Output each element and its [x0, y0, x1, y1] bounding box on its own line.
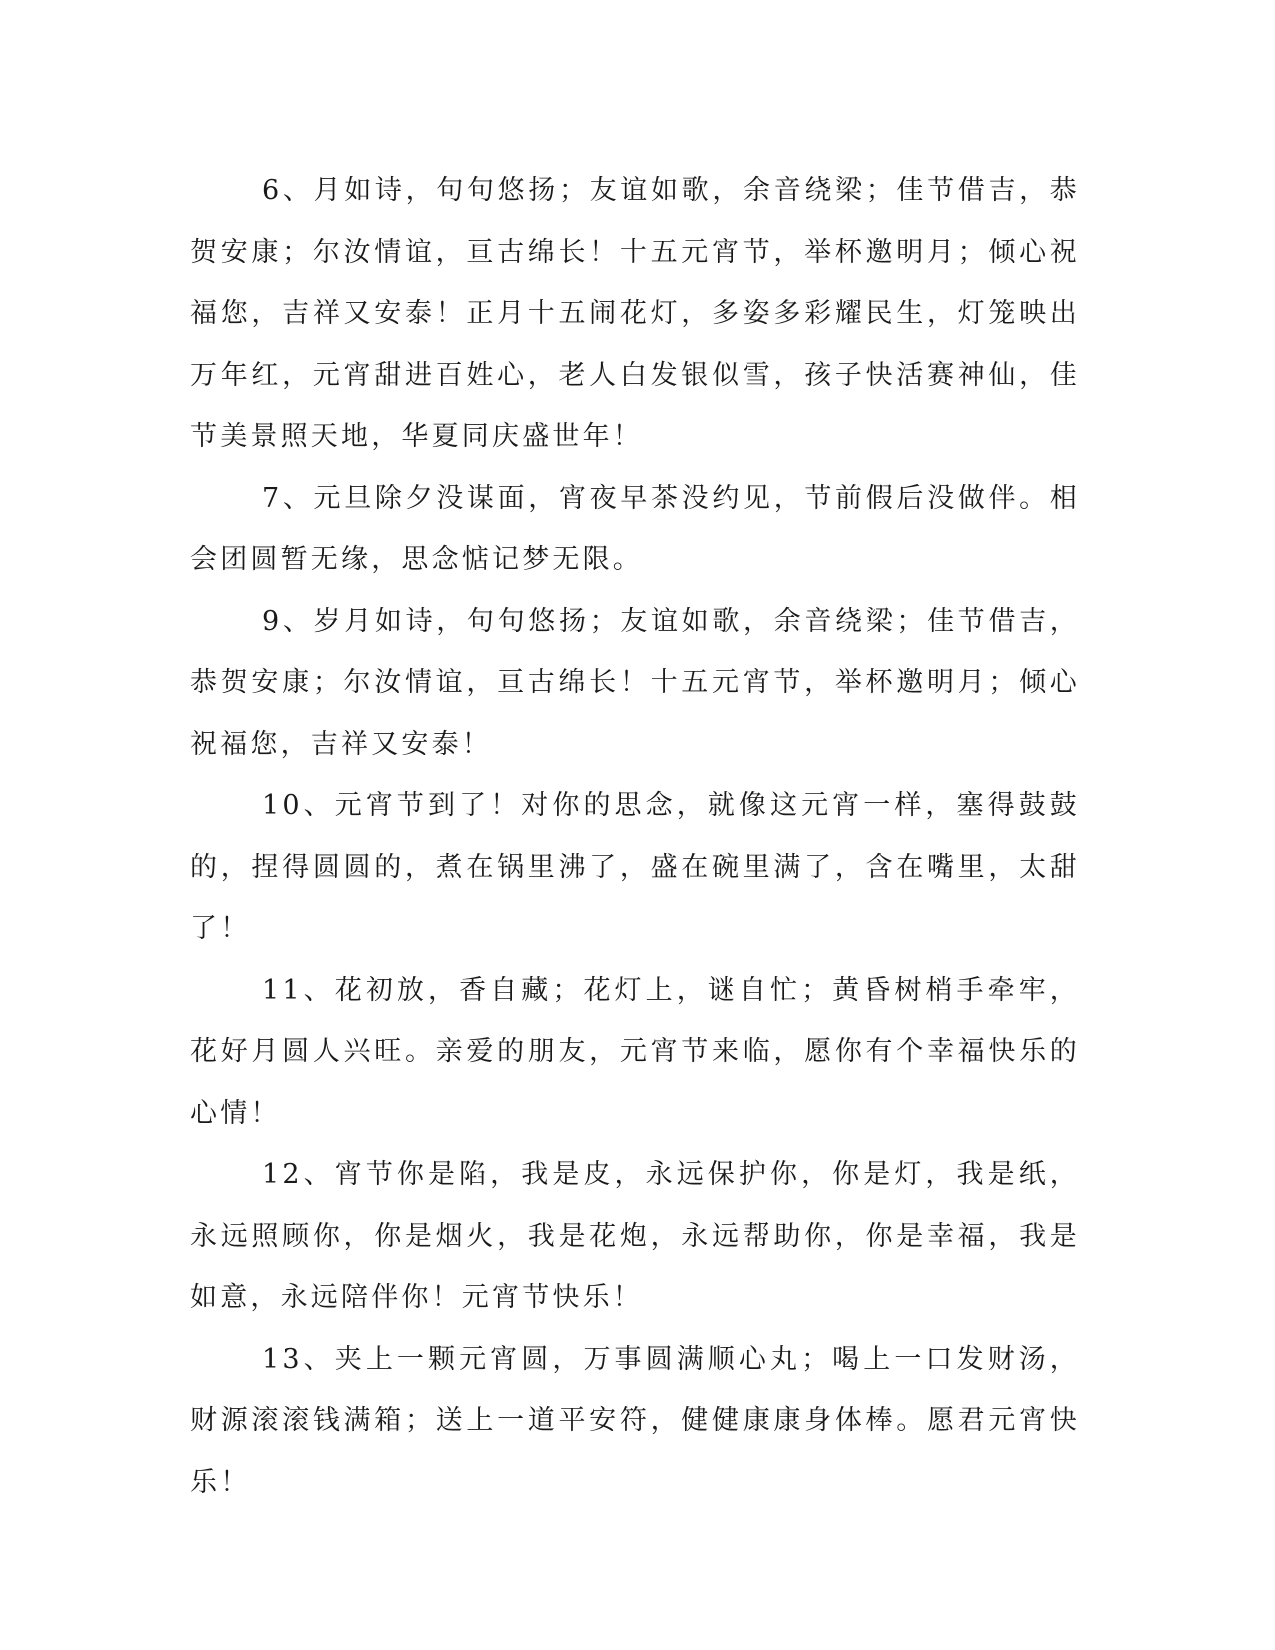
paragraph-11: 11、花初放，香自藏；花灯上，谜自忙；黄昏树梢手牵牢，花好月圆人兴旺。亲爱的朋友，元宵节来临，愿你有个幸福快乐的心情！ [190, 974, 1080, 1129]
paragraph-7: 7、元旦除夕没谋面，宵夜早茶没约见，节前假后没做伴。相会团圆暂无缘，思念惦记梦无限。 [190, 482, 1080, 575]
paragraph-13: 13、夹上一颗元宵圆，万事圆满顺心丸；喝上一口发财汤，财源滚滚钱满箱；送上一道平安符，健健康康身体棒。愿君元宵快乐！ [190, 1343, 1080, 1498]
paragraph-10: 10、元宵节到了！对你的思念，就像这元宵一样，塞得鼓鼓的，捏得圆圆的，煮在锅里沸了，盛在碗里满了，含在嘴里，太甜了！ [190, 790, 1080, 944]
paragraph-6: 6、月如诗，句句悠扬；友谊如歌，余音绕梁；佳节借吉，恭贺安康；尔汝情谊，亘古绵长！十五元宵节，举杯邀明月；倾心祝福您，吉祥又安泰！正月十五闹花灯，多姿多彩耀民生，灯笼映出万年红，元宵甜进百姓心，老人白发银似雪，孩子快活赛神仙，佳节美景照天地，华夏同庆盛世年！ [190, 175, 1080, 452]
paragraph-12: 12、宵节你是陷，我是皮，永远保护你，你是灯，我是纸，永远照顾你，你是烟火，我是花炮，永远帮助你，你是幸福，我是如意，永远陪伴你！元宵节快乐！ [190, 1159, 1080, 1313]
document-body [190, 160, 1080, 1513]
paragraph-9: 9、岁月如诗，句句悠扬；友谊如歌，余音绕梁；佳节借吉，恭贺安康；尔汝情谊，亘古绵长！十五元宵节，举杯邀明月；倾心祝福您，吉祥又安泰！ [190, 605, 1080, 760]
